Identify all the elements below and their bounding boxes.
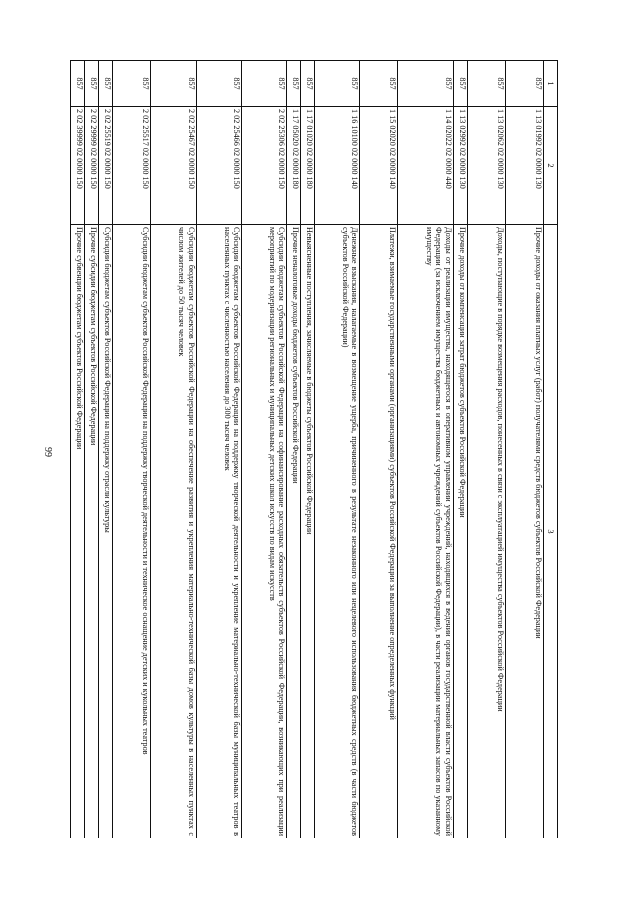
admin-code-cell: 857 [71, 61, 85, 107]
budget-classification-table [70, 60, 558, 838]
description-cell: Невыясненные поступления, зачисляемые в бюджеты субъектов Российской Федерации [301, 225, 315, 839]
admin-code-cell: 857 [467, 61, 505, 107]
admin-code-cell: 857 [113, 61, 151, 107]
column-header-3: 3 [543, 225, 557, 839]
description-cell: Прочие субвенции бюджетам субъектов Российской Федерации [71, 225, 85, 839]
budget-table-container [70, 60, 558, 838]
table-row [241, 61, 286, 839]
description-cell: Субсидии бюджетам субъектов Российской Федерации на поддержку отрасли культуры [99, 225, 113, 839]
admin-code-cell: 857 [241, 61, 286, 107]
admin-code-cell: 857 [301, 61, 315, 107]
table-row [360, 61, 398, 839]
column-header-2: 2 [543, 107, 557, 225]
admin-code-cell: 857 [360, 61, 398, 107]
table-row [398, 61, 453, 839]
revenue-code-cell: 1 13 02062 02 0000 130 [467, 107, 505, 225]
description-cell: Денежные взыскания, налагаемые в возмещение ущерба, причиненного в результате незаконного или нецелевого использования бюджетных средств (в части бюджетов субъектов Российской Федерации) [315, 225, 360, 839]
admin-code-cell: 857 [196, 61, 241, 107]
table-row [505, 61, 543, 839]
admin-code-cell: 857 [398, 61, 453, 107]
revenue-code-cell: 2 02 25306 02 0000 150 [241, 107, 286, 225]
revenue-code-cell: 1 17 05020 02 0000 180 [286, 107, 300, 225]
description-cell: Прочие доходы от компенсации затрат бюджетов субъектов Российской Федерации [453, 225, 467, 839]
table-row [151, 61, 196, 839]
revenue-code-cell: 2 02 25519 02 0000 150 [99, 107, 113, 225]
description-cell: Доходы от реализации имущества, находящегося в оперативном управлении учреждений, находящихся в ведении органов государственной власти субъектов Российской Федерации (за исключением имущества бюджетных и автономных учреждений субъектов Российской Федерации), в части реализации материальных запасов по указанному имуществу [398, 225, 453, 839]
revenue-code-cell: 1 17 01020 02 0000 180 [301, 107, 315, 225]
admin-code-cell: 857 [453, 61, 467, 107]
page-number: 99 [42, 447, 53, 457]
table-row [113, 61, 151, 839]
revenue-code-cell: 1 15 02020 02 0000 140 [360, 107, 398, 225]
table-row [301, 61, 315, 839]
table-row [286, 61, 300, 839]
table-row [85, 61, 99, 839]
revenue-code-cell: 1 13 02992 02 0000 130 [453, 107, 467, 225]
rotated-page-content [70, 60, 558, 838]
revenue-code-cell: 1 16 10100 02 0000 140 [315, 107, 360, 225]
revenue-code-cell: 2 02 39999 02 0000 150 [71, 107, 85, 225]
admin-code-cell: 857 [315, 61, 360, 107]
table-row [315, 61, 360, 839]
description-cell: Платежи, взимаемые государственными органами (организациями) субъектов Российской Федерации за выполнение определенных функций [360, 225, 398, 839]
description-cell: Субсидии бюджетам субъектов Российской Федерации на обеспечение развития и укрепления материально-технической базы домов культуры в населенных пунктах с числом жителей до 50 тысяч человек [151, 225, 196, 839]
revenue-code-cell: 2 02 29999 02 0000 150 [85, 107, 99, 225]
table-row [71, 61, 85, 839]
revenue-code-cell: 2 02 25466 02 0000 150 [196, 107, 241, 225]
admin-code-cell: 857 [99, 61, 113, 107]
table-row [99, 61, 113, 839]
description-cell: Доходы, поступающие в порядке возмещения расходов, понесенных в связи с эксплуатацией имущества субъектов Российской Федерации [467, 225, 505, 839]
admin-code-cell: 857 [505, 61, 543, 107]
admin-code-cell: 857 [151, 61, 196, 107]
description-cell: Прочие доходы от оказания платных услуг (работ) получателями средств бюджетов субъектов Российской Федерации [505, 225, 543, 839]
revenue-code-cell: 2 02 25467 02 0000 150 [151, 107, 196, 225]
description-cell: Субсидии бюджетам субъектов Российской Федерации на поддержку творческой деятельности и укрепление материально-технической базы муниципальных театров в населенных пунктах с численностью населения до 300 тысяч человек [196, 225, 241, 839]
description-cell: Субсидии бюджетам субъектов Российской Федерации на поддержку творческой деятельности и техническое оснащение детских и кукольных театров [113, 225, 151, 839]
table-row [453, 61, 467, 839]
table-header-row [543, 61, 557, 839]
column-header-1: 1 [543, 61, 557, 107]
description-cell: Субсидии бюджетам субъектов Российской Федерации на софинансирование расходных обязательств субъектов Российской Федерации, возникающих при реализации мероприятий по модернизации региональных и муниципальных детских школ искусств по видам искусств [241, 225, 286, 839]
table-row [196, 61, 241, 839]
table-row [467, 61, 505, 839]
admin-code-cell: 857 [286, 61, 300, 107]
revenue-code-cell: 2 02 25517 02 0000 150 [113, 107, 151, 225]
revenue-code-cell: 1 14 02022 02 0000 440 [398, 107, 453, 225]
revenue-code-cell: 1 13 01992 02 0000 130 [505, 107, 543, 225]
admin-code-cell: 857 [85, 61, 99, 107]
description-cell: Прочие субсидии бюджетам субъектов Российской Федерации [85, 225, 99, 839]
description-cell: Прочие неналоговые доходы бюджетов субъектов Российской Федерации [286, 225, 300, 839]
